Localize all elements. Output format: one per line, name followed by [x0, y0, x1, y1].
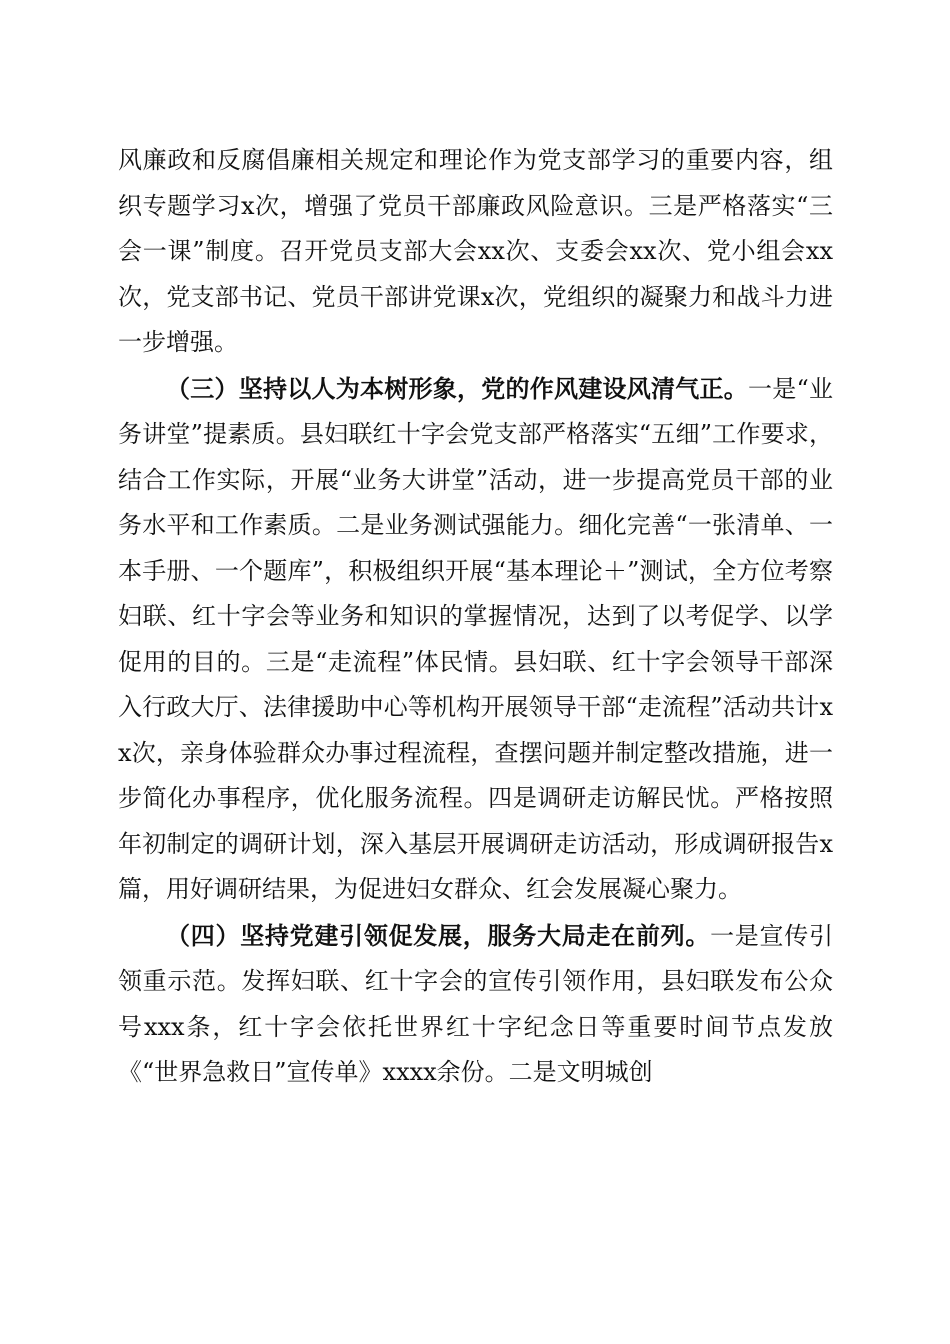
paragraph-text: 一是“业务讲堂”提素质。县妇联红十字会党支部严格落实“五细”工作要求，结合工作实际，开展“业务大讲堂”活动，进一步提高党员干部的业务水平和工作素质。二是业务测试强能力。细化完善“一张清单、一本手册、一个题库”，积极组织开展“基本理论＋”测试，全方位考察妇联、红十字会等业务和知识的掌握情况，达到了以考促学、以学促用的目的。三是“走流程”体民情。县妇联、红十字会领导干部深入行政大厅、法律援助中心等机构开展领导干部“走流程”活动共计xx次，亲身体验群众办事过程流程，查摆问题并制定整改措施，进一步简化办事程序，优化服务流程。四是调研走访解民忧。严格按照年初制定的调研计划，深入基层开展调研走访活动，形成调研报告x篇，用好调研结果，为促进妇女群众、红会发展凝心聚力。: [118, 374, 834, 903]
section-heading: （三）坚持以人为本树形象，党的作风建设风清气正。: [166, 373, 748, 403]
paragraph-section-three: [118, 366, 833, 913]
section-heading: （四）坚持党建引领促发展，服务大局走在前列。: [166, 920, 711, 950]
paragraph-continuation: [118, 138, 833, 366]
paragraph-text: 一是宣传引领重示范。发挥妇联、红十字会的宣传引领作用，县妇联发布公众号xxx条，红十字会依托世界红十字纪念日等重要时间节点发放《“世界急救日”宣传单》xxxx余份。二是文明城创: [118, 921, 834, 1086]
paragraph-section-four: [118, 913, 833, 1096]
document-body: [118, 138, 833, 1096]
paragraph-text: 风廉政和反腐倡廉相关规定和理论作为党支部学习的重要内容，组织专题学习x次，增强了党员干部廉政风险意识。三是严格落实“三会一课”制度。召开党员支部大会xx次、支委会xx次、党小组会xx次，党支部书记、党员干部讲党课x次，党组织的凝聚力和战斗力进一步增强。: [118, 146, 833, 356]
